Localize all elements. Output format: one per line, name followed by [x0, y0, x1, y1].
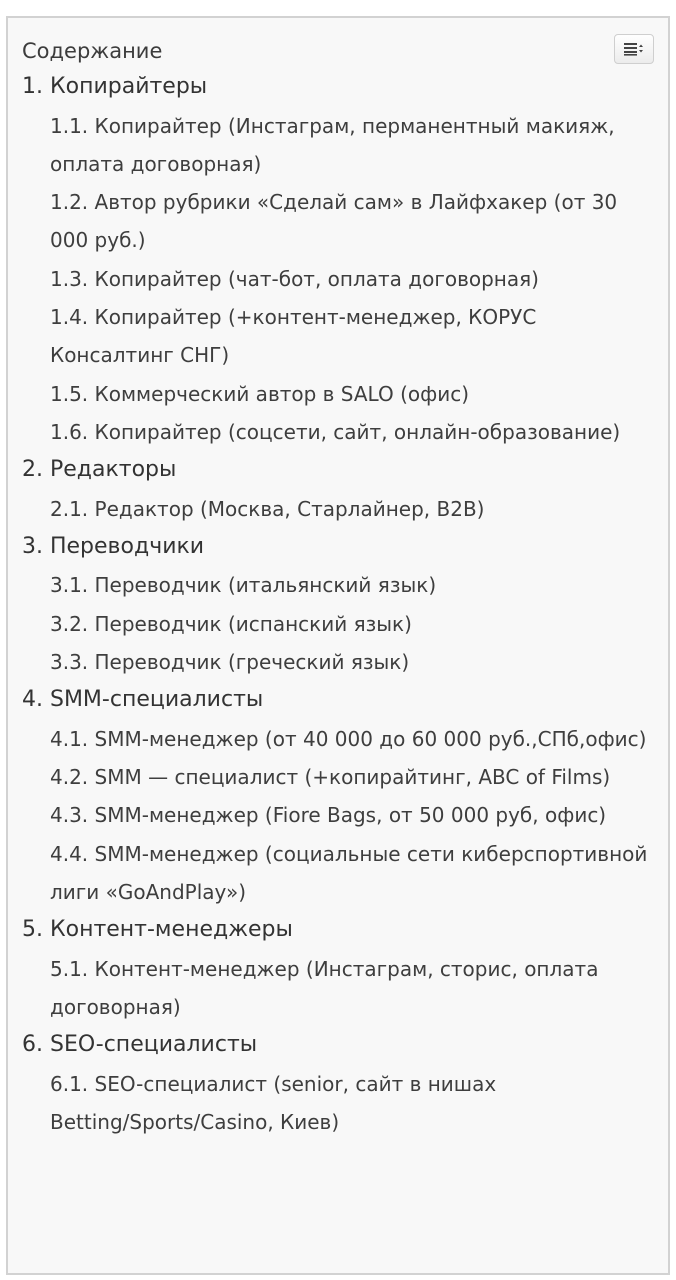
toc-toggle-button[interactable] [614, 34, 654, 64]
toc-section [22, 1026, 662, 1141]
toc-section-link[interactable]: 1. Копирайтеры [22, 74, 208, 99]
toc-section [22, 451, 662, 528]
toc-section-link[interactable]: 3. Переводчики [22, 533, 205, 559]
toc-subsection-list [22, 107, 662, 452]
toc-subsection-link[interactable]: 4.4. SMM-менеджер (социальные сети киберспортивной лиги «GoAndPlay») [50, 841, 648, 905]
toc-subsection-link[interactable]: 4.3. SMM-менеджер (Fiore Bags, от 50 000 руб, офис) [50, 803, 607, 828]
toc-header [22, 34, 662, 68]
toc-subsection-link[interactable]: 1.5. Коммерческий автор в SALO (офис) [50, 381, 470, 406]
toc-section-link[interactable]: 6. SEO-специалисты [22, 1032, 258, 1058]
toc-section [22, 528, 662, 681]
toc-subsection-list [22, 950, 662, 1027]
toc-section [22, 681, 662, 911]
toc-subsection-link[interactable]: 1.6. Копирайтер (соцсети, сайт, онлайн-образование) [50, 419, 621, 444]
toc-title: Содержание [22, 39, 163, 63]
toc-subsection-list [22, 1065, 662, 1142]
toc-subsection-link[interactable]: 2.1. Редактор (Москва, Старлайнер, B2B) [50, 496, 485, 521]
toc-section-link[interactable]: 2. Редакторы [22, 457, 177, 483]
toc-subsection-link[interactable]: 4.1. SMM-менеджер (от 40 000 до 60 000 руб.,СПб,офис) [50, 726, 647, 751]
toc-subsection-link[interactable]: 3.1. Переводчик (итальянский язык) [50, 573, 437, 598]
toc-list [22, 68, 662, 1142]
toc-subsection-list [22, 490, 662, 528]
toc-subsection-link[interactable]: 1.1. Копирайтер (Инстаграм, перманентный макияж, оплата договорная) [50, 113, 615, 176]
toc-subsection-link[interactable]: 1.2. Автор рубрики «Сделай сам» в Лайфхакер (от 30 000 руб.) [50, 190, 618, 253]
toc-section [22, 68, 662, 451]
toc-subsection-link[interactable]: 1.4. Копирайтер (+контент-менеджер, КОРУС Консалтинг СНГ) [50, 304, 537, 368]
toc-subsection-link[interactable]: 3.3. Переводчик (греческий язык) [50, 650, 410, 675]
table-of-contents [6, 16, 670, 1275]
toc-subsection-link[interactable]: 5.1. Контент-менеджер (Инстаграм, сторис, оплата договорная) [50, 956, 599, 1020]
toc-subsection-link[interactable]: 3.2. Переводчик (испанский язык) [50, 611, 412, 636]
toc-section-link[interactable]: 4. SMM-специалисты [22, 687, 264, 713]
list-toggle-icon [624, 42, 644, 56]
toc-section-link[interactable]: 5. Контент-менеджеры [22, 917, 293, 943]
toc-subsection-list [22, 566, 662, 681]
toc-subsection-link[interactable]: 6.1. SEO-специалист (senior, сайт в нишах Betting/Sports/Casino, Киев) [50, 1071, 497, 1135]
toc-subsection-link[interactable]: 1.3. Копирайтер (чат-бот, оплата договорная) [50, 266, 539, 291]
toc-subsection-list [22, 720, 662, 911]
toc-subsection-link[interactable]: 4.2. SMM — специалист (+копирайтинг, ABC of Films) [50, 765, 611, 790]
toc-section [22, 911, 662, 1026]
